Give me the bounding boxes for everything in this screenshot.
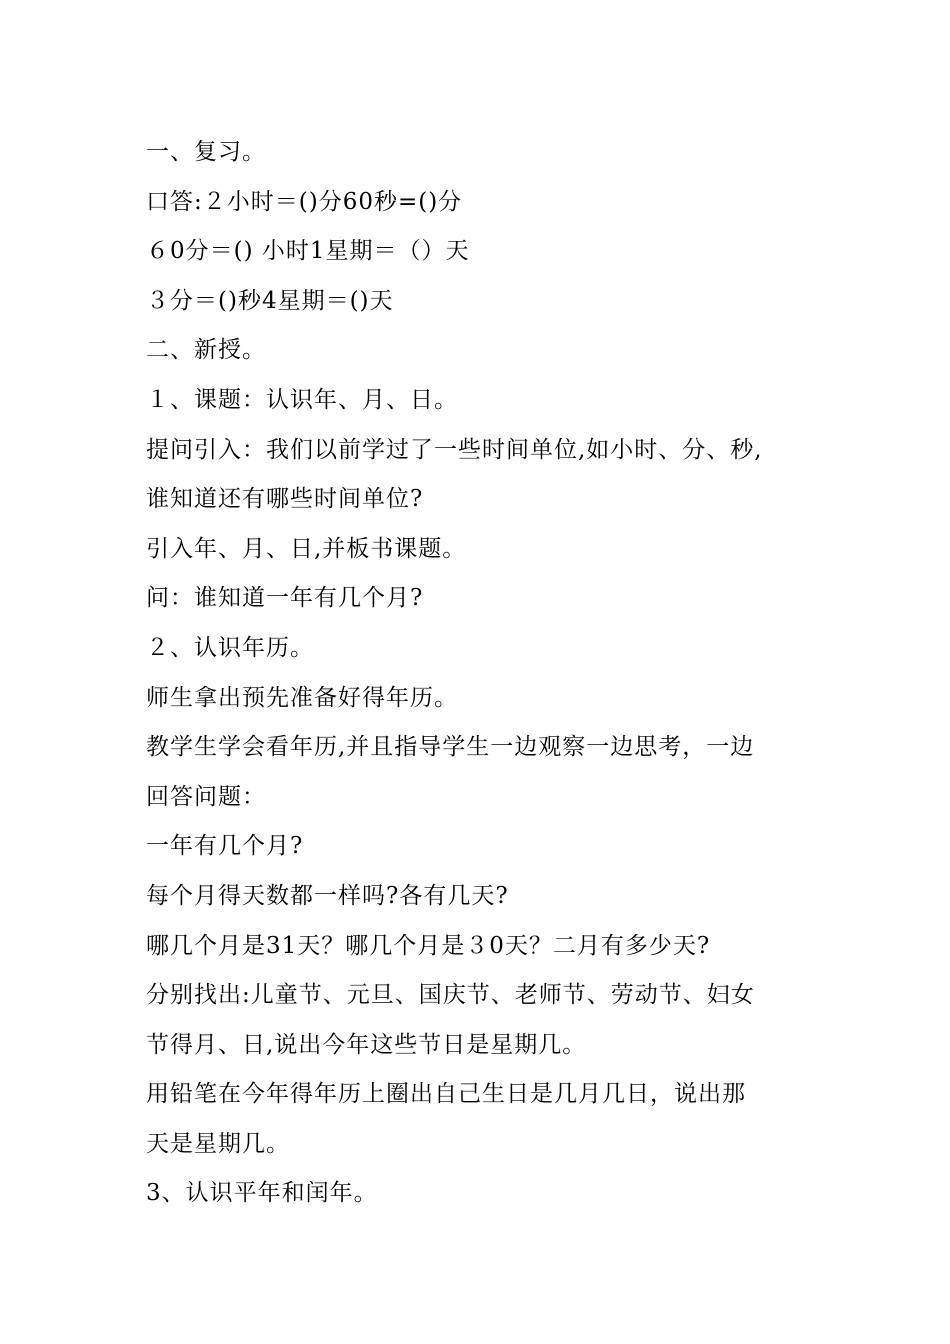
text-line: 谁知道还有哪些时间单位?	[146, 486, 424, 513]
text-line: 回答问题：	[146, 783, 266, 810]
text-line: 教学生学会看年历,并且指导学生一边观察一边思考，一边	[146, 734, 755, 761]
subheading-topic: １、课题：认识年、月、日。	[146, 386, 458, 413]
text-line: 口答:２小时＝()分60秒=()分	[146, 188, 463, 215]
text-line: 师生拿出预先准备好得年历。	[146, 684, 458, 711]
text-line: 天是星期几。	[146, 1130, 290, 1157]
text-line: 节得月、日,说出今年这些节日是星期几。	[146, 1031, 587, 1058]
text-line: 问：谁知道一年有几个月?	[146, 585, 424, 612]
subheading-leap-year: 3、认识平年和闰年。	[146, 1180, 378, 1207]
text-line: ３分＝()秒4星期＝()天	[146, 287, 394, 314]
document-body	[146, 128, 826, 1219]
text-line: 引入年、月、日,并板书课题。	[146, 535, 467, 562]
text-line: ６0分＝() 小时1星期＝（）天	[146, 238, 470, 265]
text-line: 一年有几个月?	[146, 833, 304, 860]
text-line: 用铅笔在今年得年历上圈出自己生日是几月几日，说出那	[146, 1081, 746, 1108]
section-heading-new-lesson: 二、新授。	[146, 337, 266, 364]
text-line: 提问引入：我们以前学过了一些时间单位,如小时、分、秒,	[146, 436, 763, 463]
text-line: 分别找出:儿童节、元旦、国庆节、老师节、劳动节、妇女	[146, 982, 755, 1009]
text-line: 哪几个月是31天？哪几个月是３0天？二月有多少天?	[146, 932, 711, 959]
text-line: 每个月得天数都一样吗?各有几天?	[146, 882, 509, 909]
section-heading-review: 一、复习。	[146, 139, 266, 165]
subheading-calendar: ２、认识年历。	[146, 634, 314, 661]
